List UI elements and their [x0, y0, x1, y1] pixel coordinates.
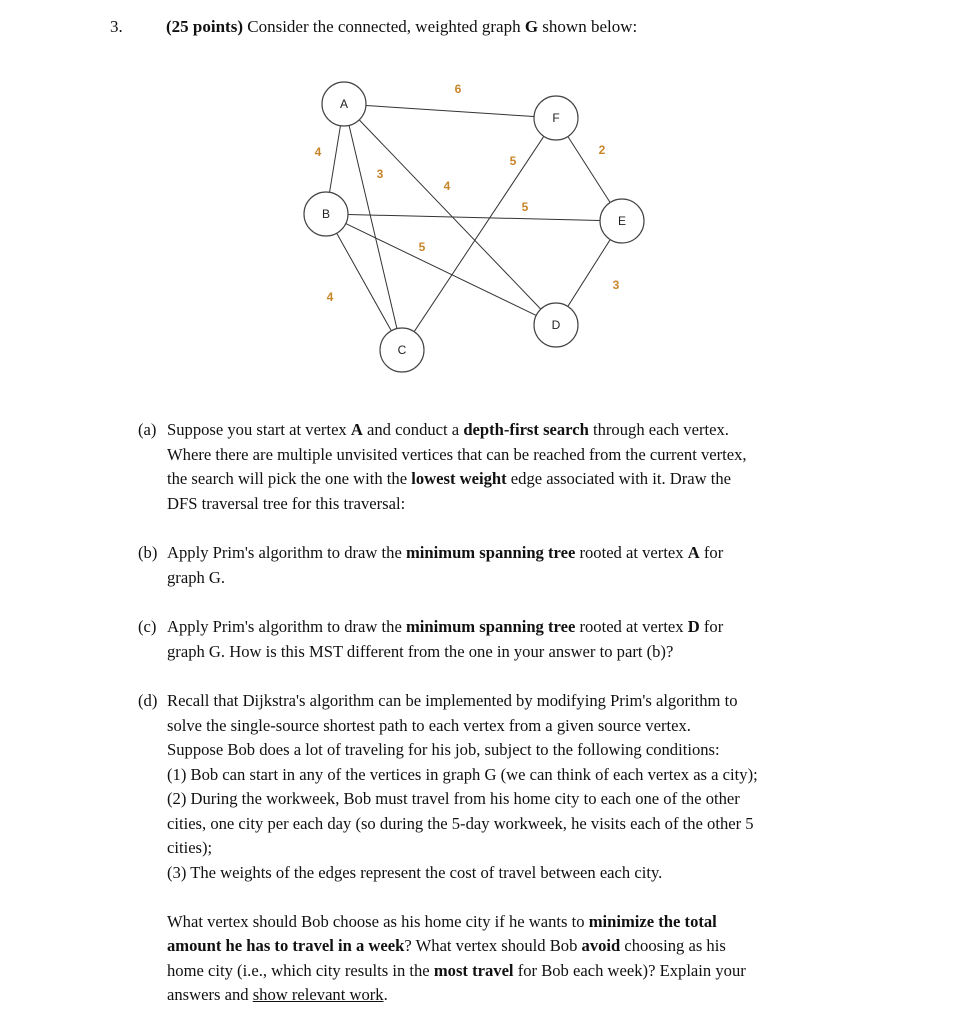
- edge-weight-b-d: 5: [418, 240, 426, 255]
- vertex-f: [534, 96, 578, 140]
- text: answers and: [167, 985, 253, 1004]
- part-c-line-1: [167, 615, 723, 640]
- vertex-label-b: B: [321, 207, 331, 222]
- part-d-line-4: (1) Bob can start in any of the vertices in graph G (we can think of each vertex as a city);: [167, 764, 758, 784]
- part-d-line-1: Recall that Dijkstra's algorithm can be implemented by modifying Prim's algorithm to: [167, 691, 738, 710]
- text: Suppose you start at vertex: [167, 420, 351, 439]
- bold-text: A: [687, 543, 700, 562]
- edge-a-b: [330, 126, 341, 193]
- bold-text: A: [350, 420, 363, 439]
- edge-weight-a-c: 3: [376, 167, 384, 182]
- text: for: [699, 543, 724, 562]
- intro-text-pre: Consider the connected, weighted graph: [242, 17, 525, 36]
- part-d-line-6: cities, one city per each day (so during the 5-day workweek, he visits each of the other 5: [167, 813, 754, 833]
- bold-text: minimum spanning tree: [405, 543, 576, 562]
- bold-text: most travel: [433, 960, 514, 980]
- text: for: [699, 617, 724, 636]
- text: What vertex should Bob choose as his home city if he wants to: [167, 911, 589, 931]
- bold-text: D: [687, 617, 700, 636]
- vertex-a: [322, 82, 366, 126]
- intro-text-post: shown below:: [538, 17, 638, 36]
- text: edge associated with it. Draw the: [506, 469, 732, 488]
- part-b-line-1: [167, 541, 723, 566]
- graph-name: G: [524, 17, 539, 36]
- edge-weight-a-d: 4: [443, 179, 451, 194]
- part-d-question-4: [167, 983, 758, 1008]
- part-d-label: (d): [138, 691, 158, 710]
- part-d-line-2: solve the single-source shortest path to each vertex from a given source vertex.: [167, 715, 691, 735]
- text: ? What vertex should Bob: [404, 936, 582, 955]
- part-b-label: (b): [138, 543, 158, 562]
- vertex-e: [600, 199, 644, 243]
- edge-e-d: [568, 240, 610, 307]
- part-a-line-4: DFS traversal tree for this traversal:: [167, 493, 406, 513]
- part-c-line-2: graph G. How is this MST different from the one in your answer to part (b)?: [167, 641, 674, 661]
- bold-text: minimum spanning tree: [405, 617, 576, 636]
- edge-weight-b-c: 4: [326, 290, 334, 305]
- edge-weight-e-d: 3: [612, 278, 620, 293]
- bold-text: lowest weight: [411, 469, 507, 488]
- weighted-graph-figure: [0, 0, 954, 420]
- bold-text: minimize the total: [588, 911, 717, 931]
- points-label: (25 points): [166, 17, 243, 36]
- part-a-line-2: Where there are multiple unvisited vertices that can be reached from the current vertex,: [167, 444, 747, 464]
- part-d-question-3: [167, 959, 758, 984]
- part-a-label: (a): [138, 420, 157, 439]
- edge-b-c: [337, 233, 392, 331]
- part-b: [138, 541, 723, 590]
- edge-weight-f-e: 2: [598, 143, 606, 158]
- text: the search will pick the one with the: [167, 469, 412, 488]
- vertex-b: [304, 192, 348, 236]
- part-a-line-1: [167, 418, 747, 443]
- text: .: [383, 985, 388, 1004]
- edge-weight-a-f: 6: [454, 82, 462, 97]
- text: rooted at vertex: [575, 543, 688, 562]
- part-d-line-7: cities);: [167, 838, 213, 857]
- text: Apply Prim's algorithm to draw the: [167, 617, 406, 636]
- part-d-line-5: (2) During the workweek, Bob must travel from his home city to each one of the other: [167, 789, 740, 808]
- vertex-c: [380, 328, 424, 372]
- edge-a-d: [359, 120, 541, 309]
- bold-text: depth-first search: [463, 420, 589, 439]
- vertex-label-d: D: [551, 318, 561, 333]
- edge-b-d: [346, 224, 536, 316]
- text: Apply Prim's algorithm to draw the: [167, 543, 406, 562]
- edge-weight-b-e: 5: [521, 200, 529, 215]
- part-a-line-3: [167, 467, 747, 492]
- vertex-label-f: F: [552, 111, 560, 126]
- question-number: 3.: [110, 17, 123, 36]
- edge-b-e: [348, 215, 600, 221]
- text: choosing as his: [620, 936, 726, 955]
- text: for Bob each week)? Explain your: [513, 960, 746, 980]
- text: rooted at vertex: [575, 617, 688, 636]
- underlined-text: show relevant work: [252, 985, 384, 1004]
- part-d: [138, 689, 758, 1008]
- blank-line: [167, 885, 758, 910]
- vertex-label-e: E: [617, 214, 627, 229]
- text: and conduct a: [362, 420, 464, 439]
- vertex-label-a: A: [339, 97, 349, 112]
- part-a: [138, 418, 747, 516]
- edge-weight-f-c: 5: [509, 154, 517, 169]
- bold-text: amount he has to travel in a week: [167, 936, 405, 955]
- edge-f-c: [414, 136, 544, 331]
- part-d-question-1: [167, 910, 758, 935]
- text: home city (i.e., which city results in the: [167, 960, 434, 980]
- vertex-label-c: C: [397, 343, 407, 358]
- part-b-line-2: graph G.: [167, 567, 226, 587]
- text: through each vertex.: [588, 420, 729, 439]
- part-c-label: (c): [138, 617, 157, 636]
- part-c: [138, 615, 723, 664]
- part-d-line-3: Suppose Bob does a lot of traveling for his job, subject to the following conditions:: [167, 740, 720, 759]
- part-d-line-8: (3) The weights of the edges represent the cost of travel between each city.: [167, 862, 663, 882]
- edge-weight-a-b: 4: [314, 145, 322, 160]
- part-d-question-2: [167, 934, 758, 959]
- bold-text: avoid: [581, 936, 621, 955]
- vertex-d: [534, 303, 578, 347]
- edge-a-f: [366, 105, 534, 116]
